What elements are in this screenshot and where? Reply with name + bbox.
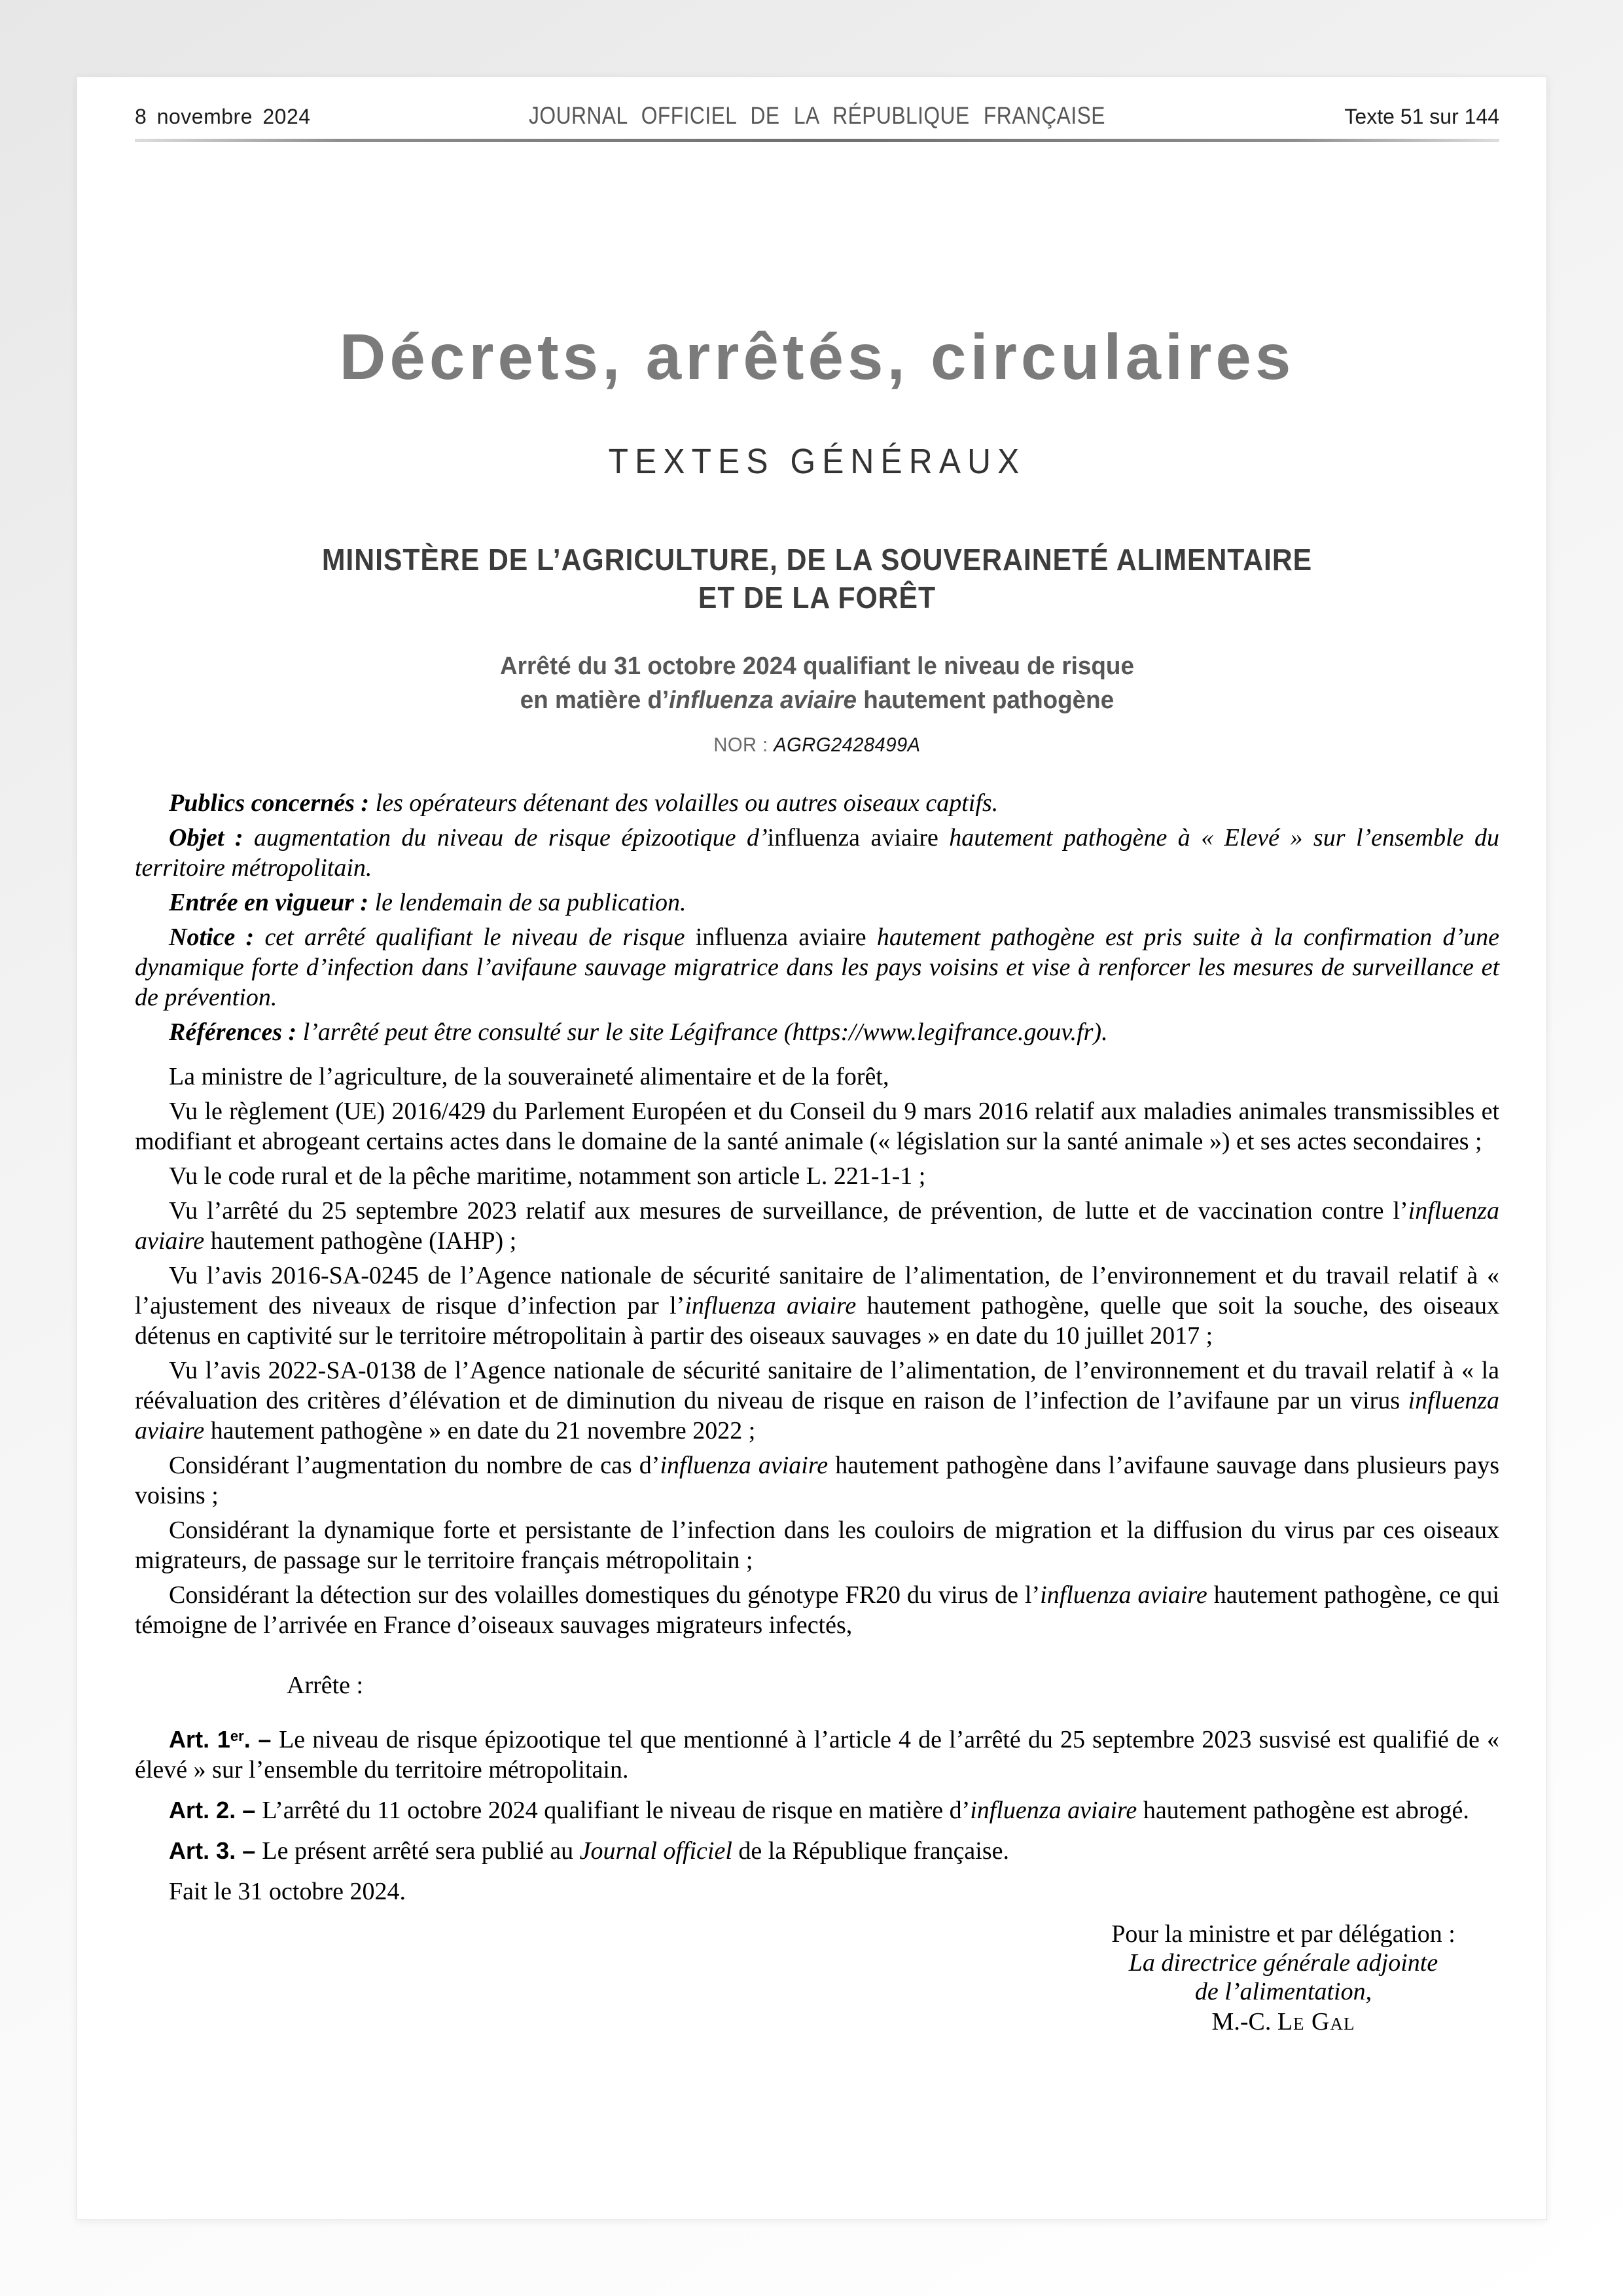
signature-role-line-1: La directrice générale adjointe — [1128, 1948, 1438, 1977]
visa-avis-2022: Vu l’avis 2022-SA-0138 de l’Agence nationale de sécurité sanitaire de l’alimentation, de l’environnement et du travail relatif à « la réévaluation des critères d’élévation et de diminution du niveau de risque en raison de l’infection de l’avifaune par un virus influenza aviaire hautement pathogène » en date du 21 novembre 2022 ; — [135, 1357, 1499, 1444]
arrete-colon: Arrête : — [287, 1672, 364, 1699]
arrete-title — [155, 649, 1478, 717]
paragraph-references: Références : l’arrêté peut être consulté sur le site Légifrance (https://www.legifrance.gouv.fr). — [169, 1018, 1108, 1046]
article-2: Art. 2. – L’arrêté du 11 octobre 2024 qualifiant le niveau de risque en matière d’influenza aviaire hautement pathogène est abrogé. — [169, 1796, 1469, 1824]
journal-officiel-page — [77, 77, 1547, 2220]
visa-code-rural: Vu le code rural et de la pêche maritime, notamment son article L. 221-1-1 ; — [169, 1162, 926, 1190]
masthead-title: Décrets, arrêtés, circulaires — [339, 321, 1295, 393]
signature-block — [1067, 1920, 1499, 2036]
paragraph-objet: Objet : augmentation du niveau de risque épizootique d’influenza aviaire hautement pathogène à « Elevé » sur l’ensemble du territoire métropolitain. — [135, 824, 1499, 882]
ministry-heading-line-1: MINISTÈRE DE L’AGRICULTURE, DE LA SOUVERAINETÉ ALIMENTAIRE — [321, 543, 1313, 577]
signature-role-line-2: de l’alimentation, — [1194, 1977, 1372, 2005]
arrete-title-line-2: en matière d’influenza aviaire hautement pathogène — [520, 687, 1115, 714]
considerant-detection: Considérant la détection sur des volailles domestiques du génotype FR20 du virus de l’influenza aviaire hautement pathogène, ce qui témoigne de l’arrivée en France d’oiseaux sauvages migrateurs infectés, — [135, 1581, 1499, 1639]
paragraph-entree-en-vigueur: Entrée en vigueur : le lendemain de sa publication. — [169, 889, 687, 916]
visa-avis-2016: Vu l’avis 2016-SA-0245 de l’Agence nationale de sécurité sanitaire de l’alimentation, de l’environnement et du travail relatif à « l’ajustement des niveaux de risque d’infection par l’influenza aviaire hautement pathogène, quelle que soit la souche, des oiseaux détenus en captivité sur le territoire métropolitain à partir des oiseaux sauvages » en date du 10 juillet 2017 ; — [135, 1262, 1500, 1350]
section-title: TEXTES GÉNÉRAUX — [608, 442, 1026, 481]
signature-delegation-line: Pour la ministre et par délégation : — [1111, 1920, 1455, 1948]
ministry-heading — [183, 541, 1452, 617]
visa-reglement-ue: Vu le règlement (UE) 2016/429 du Parlement Européen et du Conseil du 9 mars 2016 relatif aux maladies animales transmissibles et modifiant et abrogeant certains actes dans le domaine de la santé animale (« législation sur la santé animale ») et ses actes secondaires ; — [135, 1098, 1499, 1155]
paragraph-notice: Notice : cet arrêté qualifiant le niveau de risque influenza aviaire hautement pathogène est pris suite à la confirmation d’une dynamique forte d’infection dans l’avifaune sauvage migratrice dans les pays voisins et vise à renforcer les mesures de surveillance et de prévention. — [135, 924, 1499, 1011]
ministry-heading-line-2: ET DE LA FORÊT — [698, 581, 936, 615]
header-journal-title: JOURNAL OFFICIEL DE LA RÉPUBLIQUE FRANÇAISE — [529, 102, 1105, 129]
visa-la-ministre: La ministre de l’agriculture, de la souveraineté alimentaire et de la forêt, — [169, 1063, 889, 1090]
signer-name: M.-C. Le Gal — [1211, 2007, 1355, 2036]
article-3: Art. 3. – Le présent arrêté sera publié au Journal officiel de la République française. — [169, 1837, 1010, 1865]
header-date: 8 novembre 2024 — [135, 105, 311, 128]
fait-date: Fait le 31 octobre 2024. — [169, 1877, 406, 1905]
paragraph-publics-concernes: Publics concernés : les opérateurs détenant des volailles ou autres oiseaux captifs. — [169, 789, 999, 817]
document-body — [135, 788, 1499, 2036]
header-rule — [135, 139, 1499, 142]
article-1: Art. 1er. – Le niveau de risque épizootique tel que mentionné à l’article 4 de l’arrêté du 25 septembre 2023 susvisé est qualifié de « élevé » sur l’ensemble du territoire métropolitain. — [135, 1725, 1499, 1784]
nor-line: NOR : AGRG2428499A — [713, 733, 921, 756]
considerant-dynamique: Considérant la dynamique forte et persistante de l’infection dans les couloirs de migration et la diffusion du virus par ces oiseaux migrateurs, de passage sur le territoire français métropolitain ; — [135, 1516, 1499, 1574]
header-text-number: Texte 51 sur 144 — [1344, 105, 1499, 128]
page-header — [135, 102, 1499, 130]
visa-arrete-2023: Vu l’arrêté du 25 septembre 2023 relatif aux mesures de surveillance, de prévention, de lutte et de vaccination contre l’influenza aviaire hautement pathogène (IAHP) ; — [135, 1197, 1499, 1255]
arrete-title-line-1: Arrêté du 31 octobre 2024 qualifiant le niveau de risque — [500, 653, 1134, 680]
considerant-augmentation: Considérant l’augmentation du nombre de cas d’influenza aviaire hautement pathogène dans l’avifaune sauvage dans plusieurs pays voisins ; — [135, 1452, 1500, 1509]
